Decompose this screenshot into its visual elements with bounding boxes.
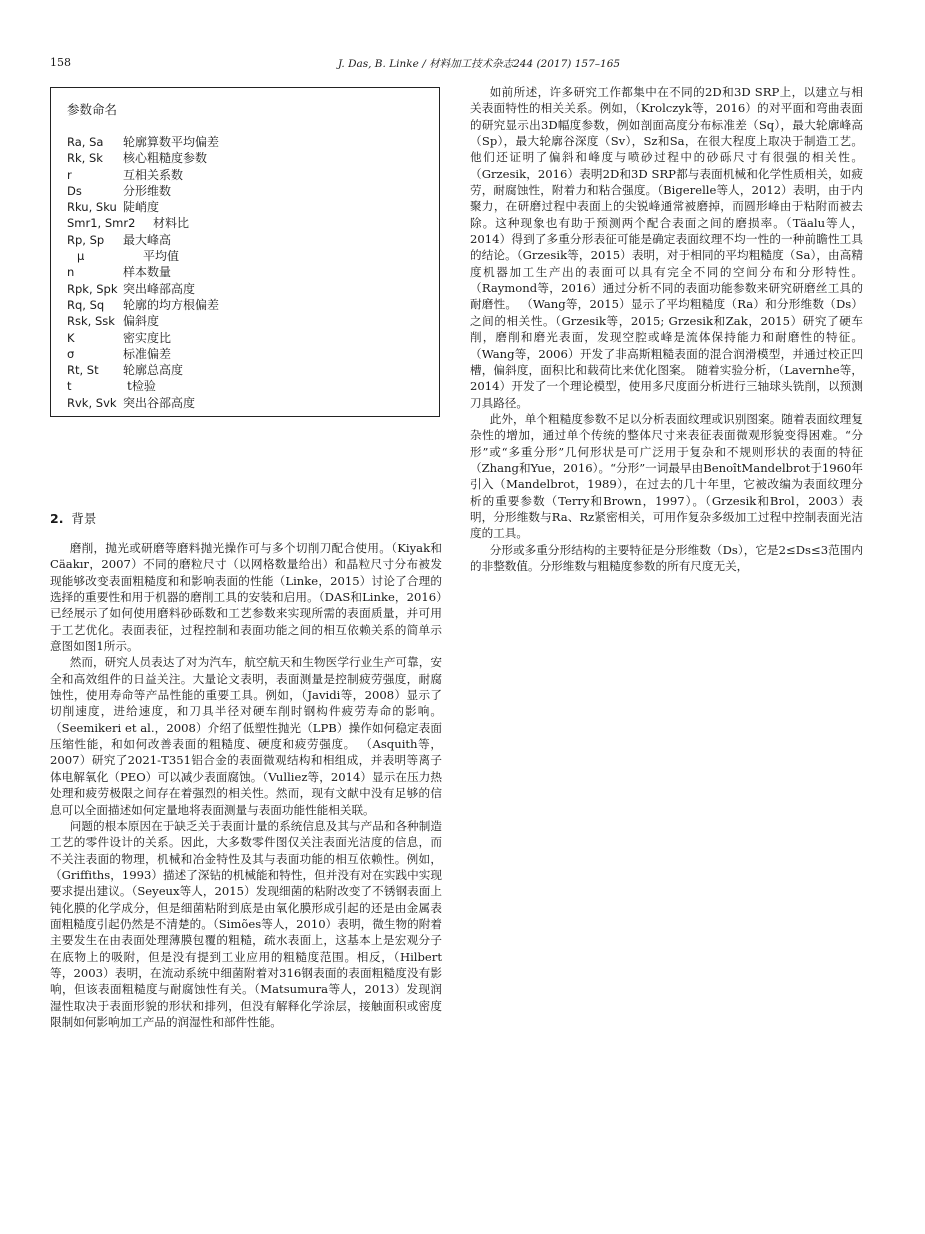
nomenclature-row (67, 362, 423, 378)
paragraph: 然而，研究人员表达了对为汽车，航空航天和生物医学行业生产可靠，安全和高效组件的日益关注。大量论文表明，表面测量是控制疲劳强度，耐腐蚀性，使用寿命等产品性能的重要工具。例如，（Javidi等，2008）显示了切削速度，进给速度，和刀具半径对硬车削时钢构件疲劳寿命的影响。 （Seemikeri et al.，2008）介绍了低塑性抛光（LPB）操作如何稳定表面压缩性能，和如何改善表面的粗糙度、硬度和疲劳强度。 （Asquith等，2007）研究了2021-T351铝合金的表面微观结构和相组成，并表明等离子体电解氧化（PEO）可以减少表面腐蚀。（Vulliez等，2014）显示在压力热处理和疲劳极限之间存在着强烈的相关性。然而，现有文献中没有足够的信息可以全面描述如何定量地将表面测量与表面功能性能相关联。 (50, 655, 442, 817)
nomenclature-row (67, 134, 423, 150)
nomenclature-row (67, 215, 423, 231)
nomenclature-row (67, 264, 423, 280)
nomenclature-description: 轮廓的均方根偏差 (123, 297, 220, 312)
nomenclature-symbol: Rpk, Spk (67, 281, 118, 296)
nomenclature-row (67, 313, 423, 329)
nomenclature-description: 轮廓算数平均偏差 (123, 135, 220, 149)
nomenclature-row (67, 395, 423, 411)
paragraph: 此外，单个粗糙度参数不足以分析表面纹理或识别图案。随着表面纹理复杂性的增加，通过单个传统的整体尺寸来表征表面微观形貌变得困难。“分形”或“多重分形”几何形状是可广泛用于复杂和不规则形状的表面的特征（Zhang和Yue，2016）。“分形”一词最早由BenoîtMandelbrot于1960年引入（Mandelbrot，1989），在过去的几十年里，它被改编为表面纹理分析的重要参数（Terry和Brown，1997）。（Grzesik和Brol，2003）表明，分形维数与Ra、Rz紧密相关，可用作复杂多级加工过程中控制表面光洁度的工具。 (470, 411, 863, 541)
nomenclature-symbol: Rvk, Svk (67, 395, 117, 410)
nomenclature-symbol: Rt, St (67, 363, 99, 378)
nomenclature-symbol: Ra, Sa (67, 135, 104, 149)
section-number: 2. (50, 511, 64, 526)
nomenclature-symbol: Rsk, Ssk (67, 314, 115, 329)
right-column (470, 84, 863, 574)
nomenclature-description: 轮廓总高度 (123, 363, 184, 378)
nomenclature-row (67, 150, 423, 166)
nomenclature-box (50, 87, 440, 417)
nomenclature-row (67, 330, 423, 346)
nomenclature-symbol: Rku, Sku (67, 200, 117, 215)
nomenclature-description: 突出谷部高度 (123, 395, 196, 410)
nomenclature-description: 标准偏差 (123, 346, 172, 361)
nomenclature-row (67, 378, 423, 394)
section-heading (50, 509, 96, 527)
running-head: J. Das, B. Linke / 材料加工技术杂志244 (2017) 157–165 (338, 58, 621, 70)
paragraph: 分形或多重分形结构的主要特征是分形维数（Ds），它是2≤Ds≤3范围内的非整数值。分形维数与粗糙度参数的所有尺度无关， (470, 542, 863, 573)
nomenclature-description: 分形维数 (123, 183, 172, 198)
nomenclature-symbol: t (67, 379, 72, 394)
nomenclature-description: 最大峰高 (123, 232, 172, 247)
section-title: 背景 (71, 511, 97, 526)
paragraph: 磨削，抛光或研磨等磨料抛光操作可与多个切削刀配合使用。（Kiyak和Cäakır，2007）不同的磨粒尺寸（以网格数量给出）和晶粒尺寸分布被发现能够改变表面粗糙度和和影响表面的性能（Linke，2015）讨论了合理的选择的重要性和用于机器的磨削工具的安装和启用。（DAS和Linke，2016）已经展示了如何使用磨料砂砾数和工艺参数来实现所需的表面质量，并可用于工艺优化。表面表征，过程控制和表面功能之间的相互依赖关系的简单示意图如图1所示。 (50, 541, 442, 654)
nomenclature-description: 互相关系数 (123, 167, 184, 182)
nomenclature-description: 突出峰部高度 (123, 281, 196, 296)
nomenclature-symbol: K (67, 330, 75, 345)
nomenclature-description: t检验 (127, 379, 156, 394)
nomenclature-symbol: r (67, 167, 72, 182)
nomenclature-symbol: n (67, 265, 75, 280)
nomenclature-description: 样本数量 (123, 265, 172, 280)
nomenclature-row (67, 346, 423, 362)
nomenclature-title: 参数命名 (67, 102, 118, 117)
nomenclature-symbol: Rk, Sk (67, 151, 103, 166)
left-column (50, 540, 442, 1030)
nomenclature-symbol: μ (77, 249, 85, 264)
nomenclature-list (67, 134, 423, 411)
nomenclature-symbol: Rp, Sp (67, 232, 105, 247)
paragraph: 问题的根本原因在于缺乏关于表面计量的系统信息及其与产品和各种制造工艺的零件设计的关系。因此，大多数零件图仅关注表面光洁度的信息，而不关注表面的物理，机械和冶金特性及其与表面功能的相互依赖性。例如，（Griffiths，1993）描述了深钻的机械能和特性，但并没有对在实践中实现要求提出建议。（Seyeux等人，2015）发现细菌的粘附改变了不锈钢表面上钝化膜的化学成分，但是细菌粘附到底是由氧化膜形成引起的还是由金属表面粗糙度引起仍然是不清楚的。（Simões等人，2010）表明，微生物的附着主要发生在由表面处理薄膜包覆的粗糙，疏水表面上，这基本上是宏观分子在底物上的吸附，但是没有提到工业应用的粗糙度范围。相反，（Hilbert等，2003）表明，在流动系统中细菌附着对316钢表面的表面粗糙度没有影响，但该表面粗糙度与耐腐蚀性有关。（Matsumura等人，2013）发现润湿性取决于表面形貌的形状和排列，但没有解释化学涂层，接触面积或密度限制如何影响加工产品的润湿性和部件性能。 (50, 818, 442, 1029)
nomenclature-row (67, 281, 423, 297)
nomenclature-row (67, 183, 423, 199)
nomenclature-description: 核心粗糙度参数 (123, 151, 208, 166)
nomenclature-symbol: Ds (67, 183, 82, 198)
nomenclature-description: 偏斜度 (123, 314, 160, 329)
nomenclature-description: 陡峭度 (123, 200, 160, 215)
nomenclature-description: 密实度比 (123, 330, 172, 345)
nomenclature-row (67, 248, 423, 264)
nomenclature-row (67, 232, 423, 248)
nomenclature-symbol: Smr1, Smr2 (67, 216, 136, 231)
paragraph: 如前所述，许多研究工作都集中在不同的2D和3D SRP上，以建立与相关表面特性的相关关系。例如，（Krolczyk等，2016）的对平面和弯曲表面的研究显示出3D幅度参数，例如剖面高度分布标准差（Sq），最大轮廓峰高（Sp），最大轮廓谷深度（Sv），Sz和Sa，在很大程度上取决于制造工艺。他们还证明了偏斜和峰度与喷砂过程中的砂砾尺寸有很强的相关性。（Grzesik，2016）表明2D和3D SRP都与表面机械和化学性质相关，如疲劳，耐腐蚀性，附着力和粘合强度。（Bigerelle等人，2012）表明，由于内聚力，在研磨过程中表面上的尖锐峰通常被磨掉，而圆形峰由于粘附而被去除。这种现象也有助于预测两个配合表面之间的磨损率。（Täalu等人，2014）得到了多重分形表征可能是确定表面纹理不均一性的一种前瞻性工具的结论。（Grzesik等，2015）表明，对于相同的平均粗糙度（Sa），由高精度机器加工生产出的表面可以具有完全不同的空间分布和分形特性。（Raymond等，2016）通过分析不同的表面功能参数来研究研磨丝工具的耐磨性。 （Wang等，2015）显示了平均粗糙度（Ra）和分形维数（Ds）之间的相关性。（Grzesik等，2015; Grzesik和Zak，2015）研究了硬车削，磨削和磨光表面，发现空腔或峰是流体保持能力和耐磨性的特征。（Wang等，2006）开发了非高斯粗糙表面的混合润滑模型，并通过校正凹槽，偏斜度，面积比和载荷比来优化图案。 随着实验分析，（Lavernhe等，2014）开发了一个理论模型，使用多尺度面分析进行三轴球头铣削，以预测刀具路径。 (470, 85, 863, 410)
page-number: 158 (50, 56, 71, 69)
nomenclature-symbol: σ (67, 346, 75, 361)
nomenclature-row (67, 297, 423, 313)
nomenclature-description: 材料比 (153, 216, 190, 231)
nomenclature-row (67, 199, 423, 215)
nomenclature-row (67, 167, 423, 183)
nomenclature-symbol: Rq, Sq (67, 297, 105, 312)
nomenclature-description: 平均值 (143, 249, 180, 264)
